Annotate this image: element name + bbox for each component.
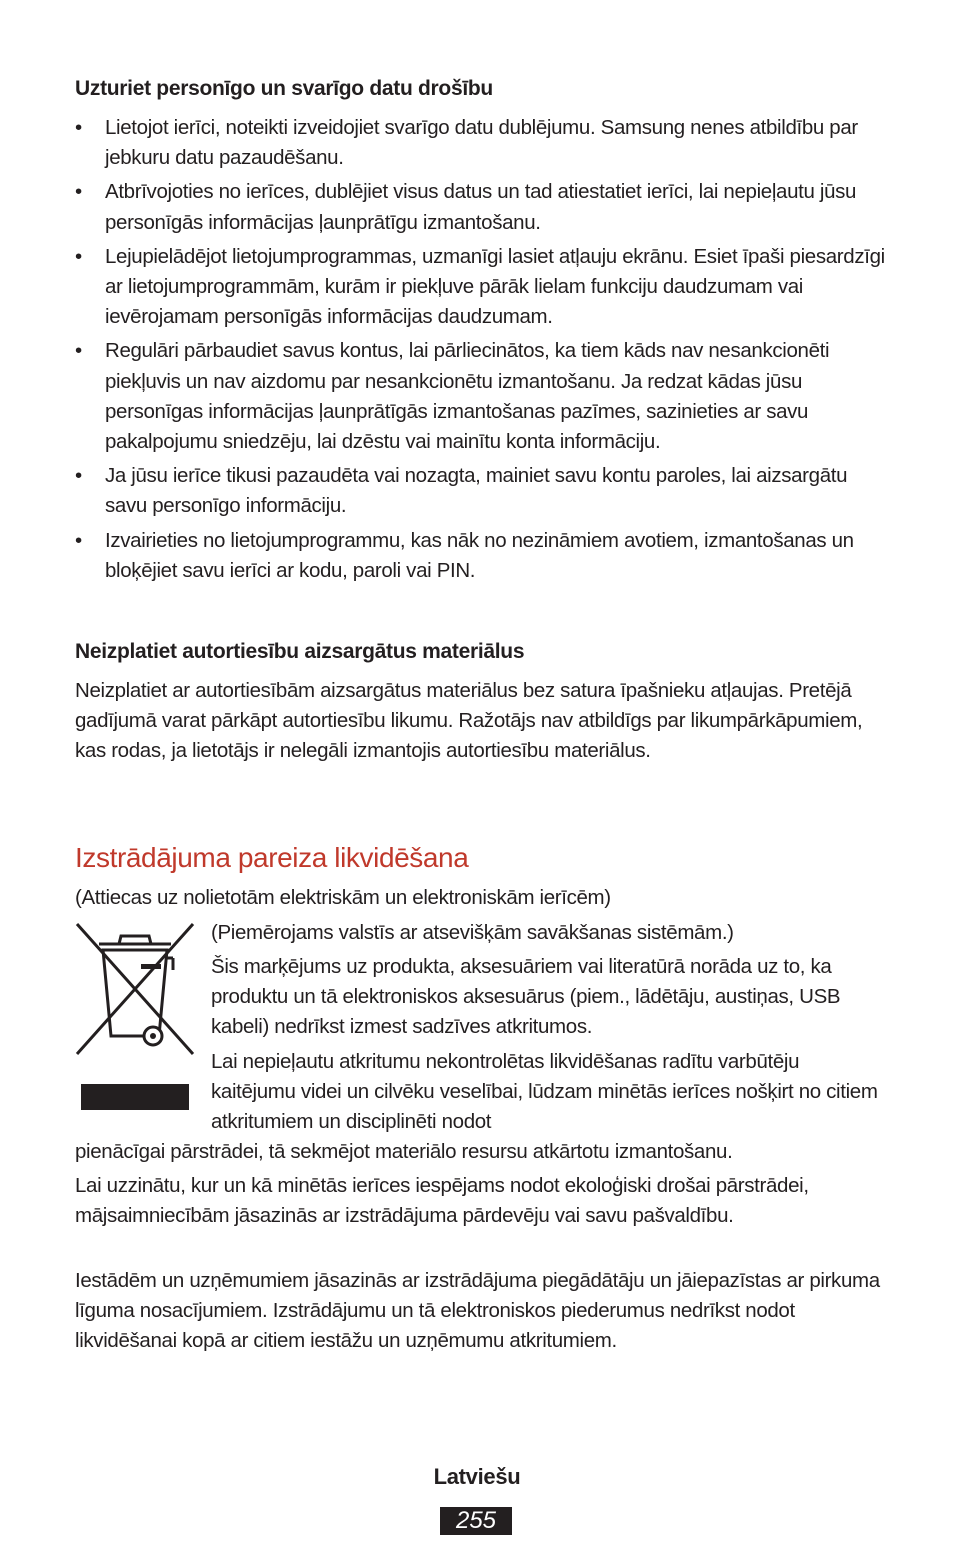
list-item-text: Regulāri pārbaudiet savus kontus, lai pārliecinātos, ka tiem kāds nav nesankcionēti piekļuvis un nav aizdomu par nesankcionētu izmantošanu. Ja redzat kādas jūsu personīgas informācijas ļaunprātīgās izmantošanas pazīmes, sazinieties ar savu pakalpojumu sniedzēju, lai dzēstu vai mainītu konta informāciju.	[105, 339, 830, 454]
footer-language: Latviešu	[433, 1464, 521, 1489]
bullet-icon: •	[75, 528, 82, 552]
bullet-icon: •	[75, 244, 82, 268]
list-item	[75, 113, 887, 173]
list-item-text: Ja jūsu ierīce tikusi pazaudēta vai nozagta, mainiet savu kontu paroles, lai aizsargātu savu personīgo informāciju.	[105, 464, 848, 518]
crossed-out-wheelie-bin-icon	[75, 918, 195, 1118]
list-item	[75, 242, 887, 333]
list-item-text: Atbrīvojoties no ierīces, dublējiet visus datus un tad atiestatiet ierīci, lai nepieļautu jūsu personīgās informācijas ļaunprātīgu izmantošanu.	[105, 180, 857, 234]
list-item	[75, 336, 887, 457]
business-disposal-paragraph: Iestādēm un uzņēmumiem jāsazinās ar izstrādājuma piegādātāju un jāiepazīstas ar pirkuma līguma nosacījumiem. Izstrādājumu un tā elektroniskos piederumus nedrīkst nodot likvidēšanai kopā ar citiem iestāžu un uzņēmumu atkritumiem.	[75, 1269, 880, 1353]
page-number: 255	[440, 1507, 512, 1535]
weee-marking-description: Šis marķējums uz produkta, aksesuāriem vai literatūrā norāda uz to, ka produktu un tā elektroniskos aksesuārus (piem., lādētāju, austiņas, USB kabeli) nedrīkst izmest sadzīves atkritumos.	[211, 955, 841, 1039]
section-heading-data-security: Uzturiet personīgo un svarīgo datu drošību	[75, 77, 493, 100]
data-security-bullet-list	[75, 113, 887, 590]
bullet-icon: •	[75, 116, 82, 139]
list-item	[75, 526, 887, 586]
disposal-intro: (Attiecas uz nolietotām elektriskām un elektroniskām ierīcēm)	[75, 886, 611, 909]
list-item	[75, 461, 887, 521]
bullet-icon: •	[75, 339, 82, 363]
list-item	[75, 177, 887, 237]
weee-applicability: (Piemērojams valstīs ar atsevišķām savākšanas sistēmām.)	[211, 921, 734, 944]
section-heading-copyright: Neizplatiet autortiesību aizsargātus materiālus	[75, 640, 525, 663]
copyright-paragraph: Neizplatiet ar autortiesībām aizsargātus materiālus bez satura īpašnieku atļaujas. Pretējā gadījumā varat pārkāpt autortiesību likumu. Ražotājs nav atbildīgs par likumpārkāpumiem, kas rodas, ja lietotājs ir nelegāli izmantojis autortiesību materiālus.	[75, 679, 863, 763]
list-item-text: Lietojot ierīci, noteikti izveidojiet svarīgo datu dublējumu. Samsung nenes atbildību par jebkuru datu pazaudēšanu.	[105, 116, 858, 170]
weee-recycling-request-continued: pienācīgai pārstrādei, tā sekmējot materiālo resursu atkārtotu izmantošanu.	[75, 1140, 733, 1163]
list-item-text: Lejupielādējot lietojumprogrammas, uzmanīgi lasiet atļauju ekrānu. Esiet īpaši piesardzīgi ar lietojumprogrammām, kurām ir piekļuve pārāk lielam funkciju daudzumam vai ievērojamam personīgās informācijas daudzumam.	[105, 244, 885, 329]
section-heading-disposal: Izstrādājuma pareiza likvidēšana	[75, 842, 469, 873]
weee-recycling-request: Lai nepieļautu atkritumu nekontrolētas likvidēšanas radītu varbūtēju kaitējumu videi un cilvēku veselībai, lūdzam minētās ierīces nošķirt no citiem atkritumiem un disciplinēti nodot	[211, 1050, 878, 1134]
list-item-text: Izvairieties no lietojumprogrammu, kas nāk no nezināmiem avotiem, izmantošanas un bloķējiet savu ierīci ar kodu, paroli vai PIN.	[105, 528, 854, 582]
bullet-icon: •	[75, 464, 82, 488]
household-disposal-paragraph: Lai uzzinātu, kur un kā minētās ierīces iespējams nodot ekoloģiski drošai pārstrādei, mājsaimniecībām jāsazinās ar izstrādājuma pārdevēju vai savu pašvaldību.	[75, 1174, 809, 1228]
bullet-icon: •	[75, 180, 82, 204]
